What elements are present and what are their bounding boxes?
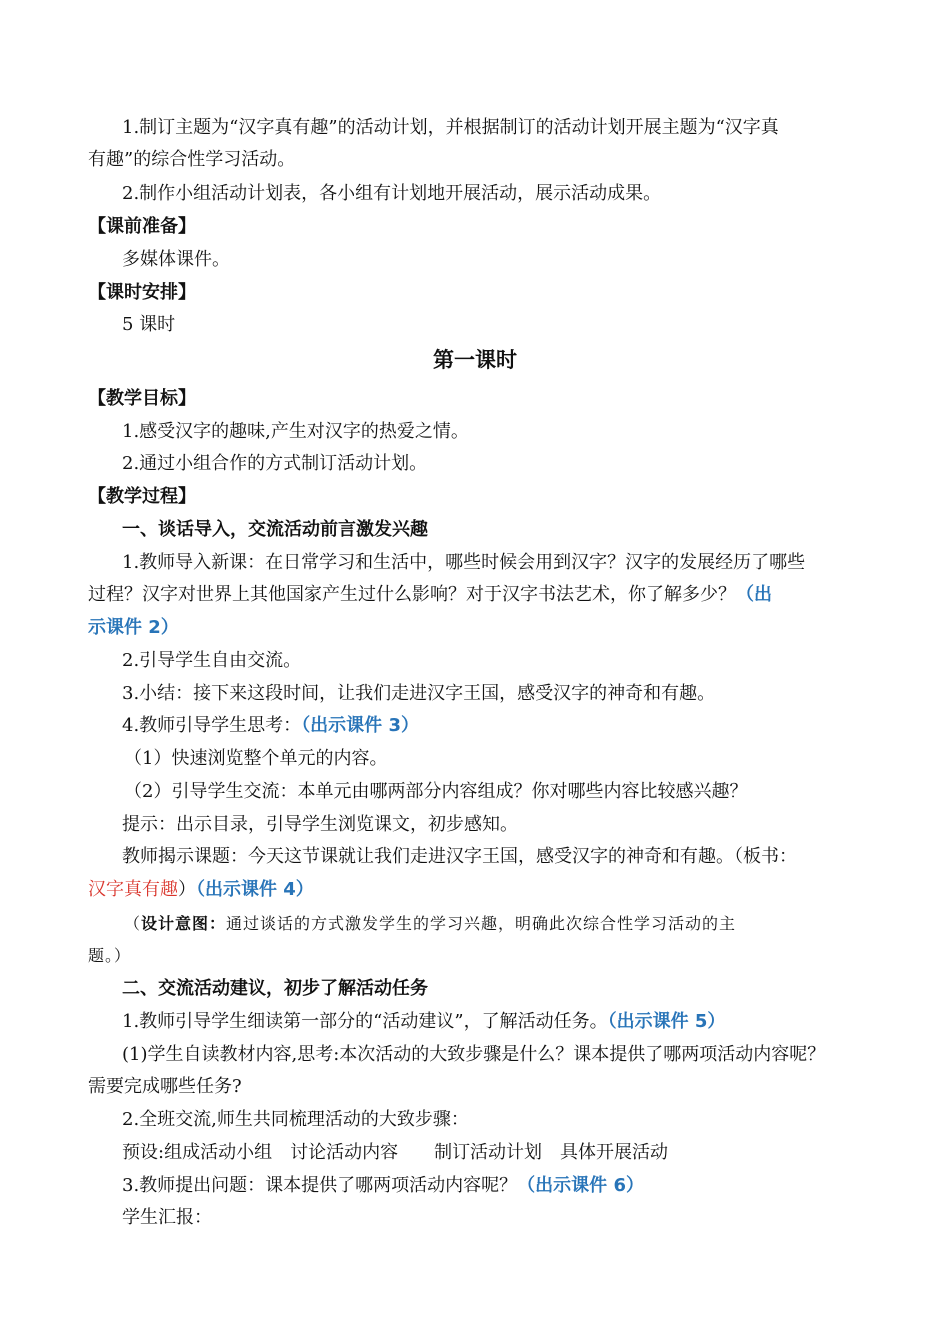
goal-item-1-line-2: 有趣”的综合性学习活动。 (88, 149, 296, 170)
section-1-title: 一、谈话导入，交流活动前言激发兴趣 (122, 519, 428, 540)
section-1-p1-line-2 (88, 583, 878, 607)
schedule-heading: 【课时安排】 (88, 282, 196, 303)
objective-item-1: 1.感受汉字的趣味,产生对汉字的热爱之情。 (122, 421, 469, 442)
prep-heading: 【课前准备】 (88, 216, 196, 237)
section-1-hint: 提示：出示目录，引导学生浏览课文，初步感知。 (122, 814, 518, 835)
section-2-p3 (122, 1174, 912, 1198)
section-2-p1-1-line-2: 需要完成哪些任务? (88, 1076, 242, 1097)
section-2-p2: 2.全班交流,师生共同梳理活动的大致步骤： (122, 1109, 469, 1130)
process-heading: 【教学过程】 (88, 486, 196, 507)
goal-item-1-line-1: 1.制订主题为“汉字真有趣”的活动计划，并根据制订的活动计划开展主题为“汉字真 (122, 117, 779, 138)
courseware-ref-4[interactable]: （出示课件 4） (196, 879, 314, 900)
courseware-ref-2a[interactable]: （出 (736, 584, 772, 605)
objective-item-2: 2.通过小组合作的方式制订活动计划。 (122, 453, 428, 474)
section-1-p4 (122, 714, 912, 738)
section-1-p1-text: 过程？汉字对世界上其他国家产生过什么影响？对于汉字书法艺术，你了解多少？ (88, 584, 736, 605)
section-2-p1 (122, 1010, 912, 1034)
section-1-p3: 3.小结：接下来这段时间，让我们走进汉字王国，感受汉字的神奇和有趣。 (122, 683, 716, 704)
courseware-ref-2b[interactable]: 示课件 2） (88, 617, 179, 638)
section-1-p2: 2.引导学生自由交流。 (122, 650, 302, 671)
lesson-title: 第一课时 (433, 348, 517, 372)
design-intent-line-1 (124, 912, 914, 936)
section-2-p3-text: 3.教师提出问题：课本提供了哪两项活动内容呢？ (122, 1175, 518, 1196)
section-1-p4-text: 4.教师引导学生思考： (122, 715, 302, 736)
section-2-report: 学生汇报： (122, 1207, 212, 1228)
section-2-p1-1-line-1: (1)学生自读教材内容,思考:本次活动的大致步骤是什么？课本提供了哪两项活动内容呢？ (122, 1044, 826, 1065)
section-2-p1-text: 1.教师引导学生细读第一部分的“活动建议”，了解活动任务。 (122, 1011, 608, 1032)
courseware-ref-5[interactable]: （出示课件 5） (607, 1011, 726, 1032)
design-intent-line-2: 题。） (88, 946, 132, 965)
section-2-preset: 预设:组成活动小组 讨论活动内容 制订活动计划 具体开展活动 (122, 1142, 669, 1163)
goal-item-2: 2.制作小组活动计划表，各小组有计划地开展活动，展示活动成果。 (122, 183, 662, 204)
board-writing-close: ） (178, 879, 196, 900)
section-2-title: 二、交流活动建议，初步了解活动任务 (122, 978, 428, 999)
section-1-reveal-line-1: 教师揭示课题：今天这节课就让我们走进汉字王国，感受汉字的神奇和有趣。（板书： (122, 846, 797, 867)
design-label: 设计意图： (141, 914, 227, 933)
section-1-p4-1: （1）快速浏览整个单元的内容。 (124, 748, 388, 769)
section-1-reveal-line-2 (88, 878, 878, 902)
prep-content: 多媒体课件。 (122, 249, 230, 270)
design-text: 通过谈话的方式激发学生的学习兴趣，明确此次综合性学习活动的主 (226, 914, 737, 933)
board-writing-title: 汉字真有趣 (88, 879, 178, 900)
section-1-p1-line-1: 1.教师导入新课：在日常学习和生活中，哪些时候会用到汉字？汉字的发展经历了哪些 (122, 552, 806, 573)
objectives-heading: 【教学目标】 (88, 388, 196, 409)
section-1-p4-2: （2）引导学生交流：本单元由哪两部分内容组成？你对哪些内容比较感兴趣？ (124, 781, 748, 802)
schedule-content: 5 课时 (122, 314, 176, 335)
courseware-ref-6[interactable]: （出示课件 6） (517, 1175, 644, 1196)
design-open: （ (124, 914, 142, 933)
courseware-ref-3[interactable]: （出示课件 3） (301, 715, 419, 736)
